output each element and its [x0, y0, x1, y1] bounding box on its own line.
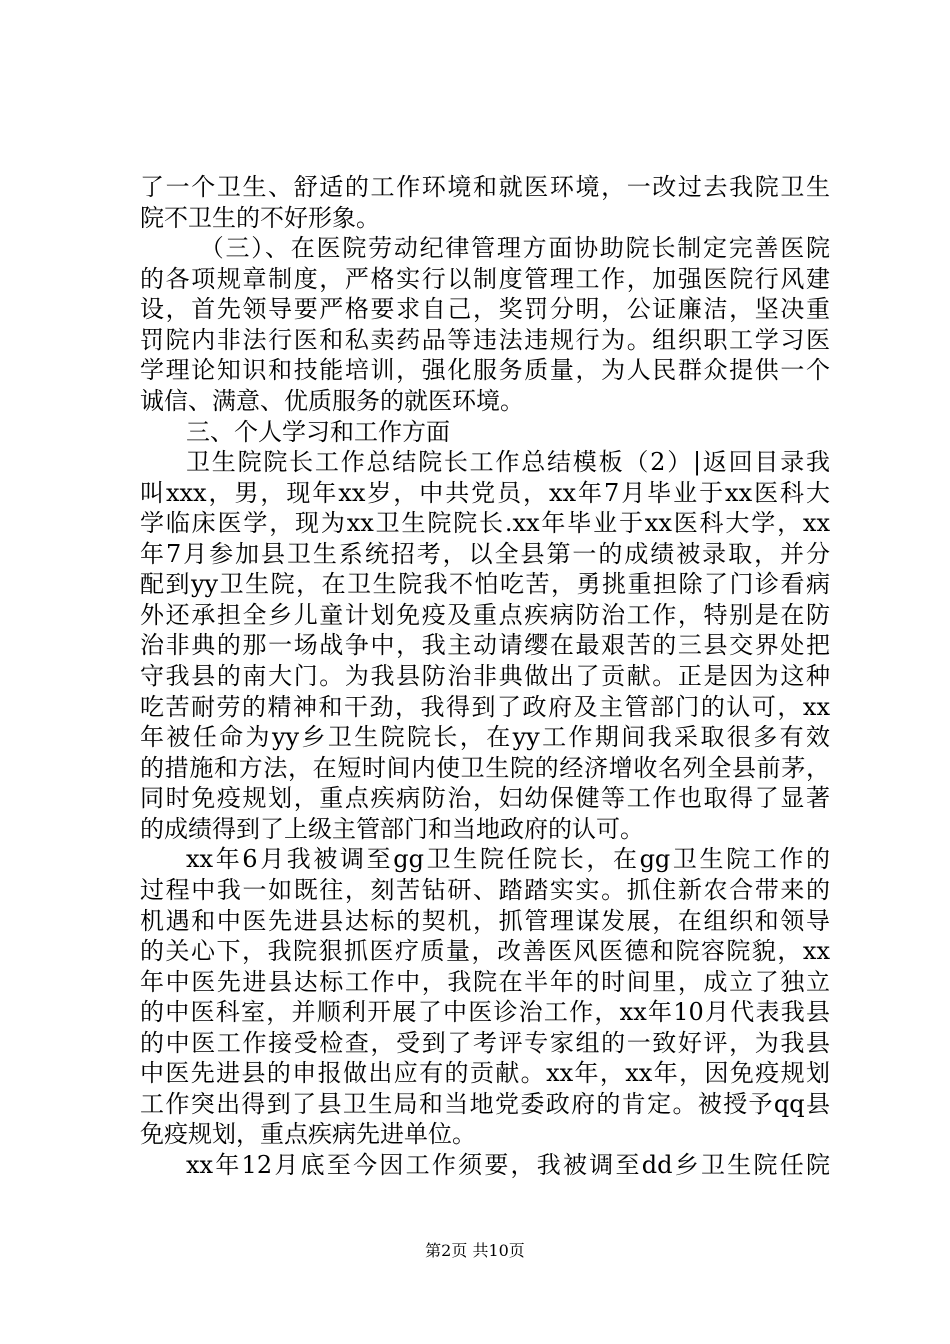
text-line-3: （三）、在医院劳动纪律管理方面协助院长制定完善医院 [186, 234, 830, 262]
text-line-1: 了一个卫生、舒适的工作环境和就医环境，一改过去我院卫生 [140, 173, 830, 201]
text-line-21: 同时免疫规划，重点疾病防治，妇幼保健等工作也取得了显著 [140, 784, 830, 812]
text-line-8: 诚信、满意、优质服务的就医环境。 [140, 387, 524, 415]
text-line-30: 中医先进县的申报做出应有的贡献。xx年，xx年，因免疫规划 [140, 1059, 830, 1087]
text-line-16: 治非典的那一场战争中，我主动请缨在最艰苦的三县交界处把 [140, 631, 830, 659]
text-line-19: 年被任命为yy乡卫生院院长，在yy工作期间我采取很多有效 [140, 723, 830, 751]
text-line-29: 的中医工作接受检查，受到了考评专家组的一致好评，为我县 [140, 1029, 830, 1057]
text-line-13: 年7月参加县卫生系统招考，以全县第一的成绩被录取，并分 [140, 540, 830, 568]
text-line-12: 学临床医学，现为xx卫生院院长.xx年毕业于xx医科大学，xx [140, 509, 830, 537]
text-line-14: 配到yy卫生院，在卫生院我不怕吃苦，勇挑重担除了门诊看病 [140, 570, 830, 598]
text-line-28: 的中医科室，并顺利开展了中医诊治工作，xx年10月代表我县 [140, 998, 830, 1026]
text-line-11: 叫xxx，男，现年xx岁，中共党员，xx年7月毕业于xx医科大 [140, 479, 830, 507]
text-line-23: xx年6月我被调至gg卫生院任院长，在gg卫生院工作的 [186, 845, 830, 873]
text-line-33: xx年12月底至今因工作须要，我被调至dd乡卫生院任院 [186, 1151, 830, 1179]
section-heading: 三、个人学习和工作方面 [186, 418, 450, 446]
text-line-6: 罚院内非法行医和私卖药品等违法违规行为。组织职工学习医 [140, 326, 830, 354]
text-line-17: 守我县的南大门。为我县防治非典做出了贡献。正是因为这种 [140, 662, 830, 690]
text-line-26: 的关心下，我院狠抓医疗质量，改善医风医德和院容院貌，xx [140, 937, 830, 965]
text-line-32: 免疫规划，重点疾病先进单位。 [140, 1120, 476, 1148]
text-line-27: 年中医先进县达标工作中，我院在半年的时间里，成立了独立 [140, 968, 830, 996]
text-line-25: 机遇和中医先进县达标的契机，抓管理谋发展，在组织和领导 [140, 907, 830, 935]
text-line-7: 学理论知识和技能培训，强化服务质量，为人民群众提供一个 [140, 356, 830, 384]
text-line-22: 的成绩得到了上级主管部门和当地政府的认可。 [140, 815, 644, 843]
text-line-18: 吃苦耐劳的精神和干劲，我得到了政府及主管部门的认可，xx [140, 693, 830, 721]
text-line-31: 工作突出得到了县卫生局和当地党委政府的肯定。被授予qq县 [140, 1090, 830, 1118]
text-line-24: 过程中我一如既往，刻苦钻研、踏踏实实。抓住新农合带来的 [140, 876, 830, 904]
text-line-10: 卫生院院长工作总结院长工作总结模板（2）|返回目录我 [186, 448, 830, 476]
text-line-2: 院不卫生的不好形象。 [140, 204, 380, 232]
text-line-15: 外还承担全乡儿童计划免疫及重点疾病防治工作，特别是在防 [140, 601, 830, 629]
text-line-20: 的措施和方法，在短时间内使卫生院的经济增收名列全县前茅， [140, 754, 830, 782]
text-line-4: 的各项规章制度，严格实行以制度管理工作，加强医院行风建 [140, 265, 830, 293]
text-line-5: 设，首先领导要严格要求自己，奖罚分明，公证廉洁，坚决重 [140, 295, 830, 323]
page-number: 第2页 共10页 [425, 1241, 525, 1260]
